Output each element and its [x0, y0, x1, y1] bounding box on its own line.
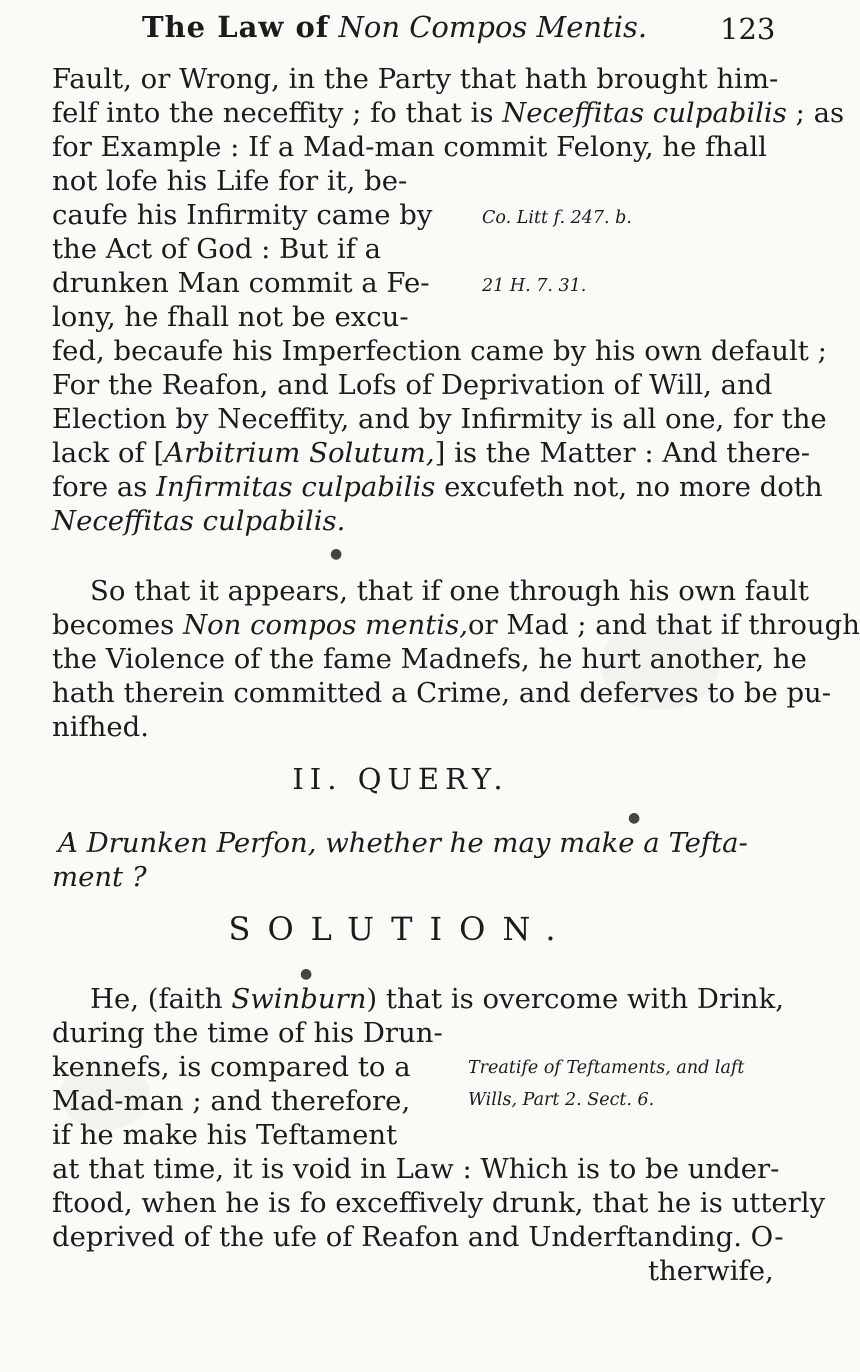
- query-text: ment ?: [52, 861, 147, 893]
- text-line: becomes Non compos mentis,or Mad ; and that if through: [52, 609, 860, 641]
- text-line: drunken Man commit a Fe-: [52, 267, 430, 299]
- margin-note: Treatife of Teftaments, and laft: [468, 1058, 745, 1078]
- ink-dot: ●: [330, 546, 343, 562]
- margin-note: 21 H. 7. 31.: [482, 276, 587, 296]
- text-line: fore as Infirmitas culpabilis excufeth not, no more doth: [52, 471, 823, 503]
- text-line: kennefs, is compared to a: [52, 1051, 411, 1083]
- text-line: caufe his Infirmity came by: [52, 199, 433, 231]
- text-line: Mad-man ; and therefore,: [52, 1085, 411, 1117]
- text-line: if he make his Teftament: [52, 1119, 398, 1151]
- text-line: Fault, or Wrong, in the Party that hath brought him-: [52, 63, 779, 95]
- text-line: So that it appears, that if one through his own fault: [90, 575, 809, 607]
- margin-note: Wills, Part 2. Sect. 6.: [468, 1090, 655, 1110]
- ink-dot: ●: [628, 810, 641, 826]
- text-line: nifhed.: [52, 711, 150, 743]
- text-line: deprived of the ufe of Reafon and Underftanding. O-: [52, 1221, 784, 1253]
- margin-note: Co. Litt f. 247. b.: [482, 208, 632, 228]
- text-line: ftood, when he is fo exceffively drunk, that he is utterly: [52, 1187, 826, 1219]
- text-line: for Example : If a Mad-man commit Felony, he fhall: [52, 131, 767, 163]
- text-line: For the Reafon, and Lofs of Deprivation of Will, and: [52, 369, 773, 401]
- text-line: at that time, it is void in Law : Which is to be under-: [52, 1153, 780, 1185]
- text-line: He, (faith Swinburn) that is overcome with Drink,: [90, 983, 784, 1015]
- text-line: not lofe his Life for it, be-: [52, 165, 408, 197]
- text-line: lack of [Arbitrium Solutum,] is the Matter : And there-: [52, 437, 811, 469]
- text-line: Neceffitas culpabilis.: [52, 505, 346, 537]
- query-heading: II. QUERY.: [292, 762, 509, 796]
- running-head-italic: Non Compos Mentis.: [338, 10, 648, 44]
- catchword: therwife,: [648, 1255, 774, 1287]
- ink-dot: ●: [300, 966, 313, 982]
- text-line: during the time of his Drun-: [52, 1017, 443, 1049]
- text-line: felf into the neceffity ; fo that is Neceffitas culpabilis ; as: [52, 97, 845, 129]
- text-line: lony, he fhall not be excu-: [52, 301, 409, 333]
- solution-heading: SOLUTION.: [228, 910, 573, 948]
- query-text: A Drunken Perfon, whether he may make a Tefta-: [58, 827, 748, 859]
- text-line: hath therein committed a Crime, and deferves to be pu-: [52, 677, 832, 709]
- running-head-blackletter: The Law of: [142, 10, 330, 44]
- page-number: 123: [720, 12, 776, 46]
- text-line: the Act of God : But if a: [52, 233, 382, 265]
- running-head: [142, 10, 647, 44]
- text-line: Election by Neceffity, and by Infirmity is all one, for the: [52, 403, 827, 435]
- text-line: fed, becaufe his Imperfection came by his own default ;: [52, 335, 827, 367]
- text-line: the Violence of the fame Madnefs, he hurt another, he: [52, 643, 807, 675]
